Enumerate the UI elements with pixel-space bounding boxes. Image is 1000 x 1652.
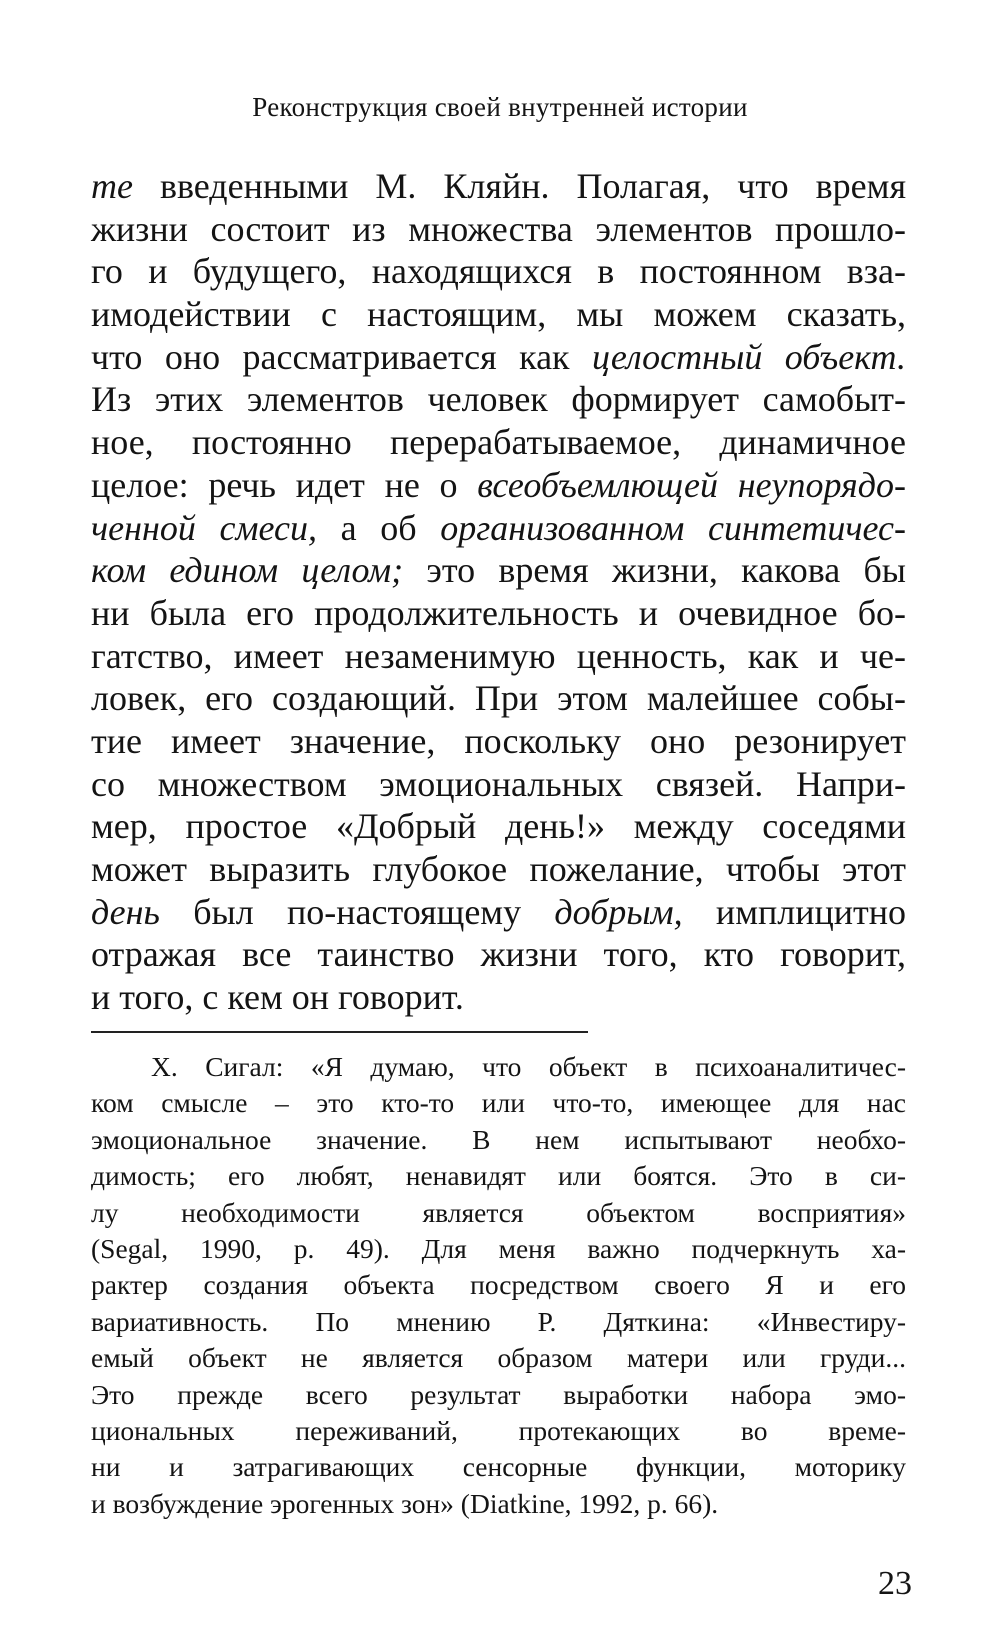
italic-run: всеобъемлющей неупорядо-	[477, 464, 906, 505]
footnote-text	[91, 1049, 906, 1522]
footnote-line: Х. Сигал: «Я думаю, что объект в психоаналитичес-	[151, 1051, 906, 1082]
text-run: со множеством эмоциональных связей. Напри-	[91, 763, 906, 804]
running-header: Реконструкция своей внутренней истории	[252, 92, 748, 122]
body-line	[91, 848, 906, 891]
body-line	[91, 507, 906, 550]
text-run: тие имеет значение, поскольку оно резонирует	[91, 720, 906, 761]
footnote-divider	[91, 1031, 588, 1033]
body-line	[91, 250, 906, 293]
main-body-text	[91, 165, 906, 1019]
body-line	[91, 720, 906, 763]
text-run: введенными М. Кляйн. Полагая, что время	[132, 166, 906, 206]
body-line	[91, 592, 906, 635]
text-run: может выразить глубокое пожелание, чтобы этот	[91, 849, 906, 889]
text-run: а об	[316, 507, 441, 548]
text-run: имодействии с настоящим, мы можем сказать,	[91, 294, 906, 335]
body-line	[91, 549, 906, 592]
italic-run: целостный объект.	[592, 336, 906, 377]
text-run: и того, с кем он говорит.	[91, 977, 464, 1018]
text-run: имплицитно	[682, 891, 907, 932]
text-run: мер, простое «Добрый день!» между соседями	[91, 806, 906, 847]
footnote-line: циональных переживаний, протекающих во време-	[91, 1414, 906, 1446]
text-run: жизни состоит из множества элементов прошло-	[91, 208, 906, 249]
text-run: ловек, его создающий. При этом малейшее собы-	[91, 678, 906, 719]
text-run: отражая все таинство жизни того, кто говорит,	[91, 934, 906, 975]
footnote-line: вариативность. По мнению Р. Дяткина: «Инвестиру-	[91, 1305, 906, 1337]
footnote-line: эмоциональное значение. В нем испытывают необхо-	[91, 1123, 906, 1155]
footnote-line: (Segal, 1990, p. 49). Для меня важно подчеркнуть ха-	[91, 1232, 906, 1264]
italic-run: организованном синтетичес-	[440, 507, 906, 548]
body-line	[91, 805, 906, 848]
footnote-line: и возбуждение эрогенных зон» (Diatkine, 1992, p. 66).	[91, 1487, 719, 1519]
footnote-line: лу необходимости является объектом восприятия»	[91, 1196, 906, 1228]
italic-run: ченной смеси,	[91, 507, 317, 548]
body-line	[91, 933, 906, 976]
text-run: го и будущего, находящихся в постоянном вза-	[91, 251, 906, 292]
text-run: был по-настоящему	[159, 891, 555, 932]
footnote-line: ком смысле – это кто-то или что-то, имеющее для нас	[91, 1087, 906, 1119]
text-run: это время жизни, какова бы	[403, 550, 906, 591]
body-line	[91, 464, 906, 507]
italic-run: добрым,	[554, 891, 683, 932]
text-run: целое: речь идет не о	[91, 464, 478, 505]
body-line	[91, 421, 906, 464]
footnote-line: рактер создания объекта посредством своего Я и его	[91, 1269, 906, 1301]
text-run: ное, постоянно перерабатываемое, динамичное	[91, 422, 906, 463]
text-run: что оно рассматривается как	[91, 336, 592, 377]
footnote-line: димость; его любят, ненавидят или боятся. Это в си-	[91, 1160, 906, 1192]
footnote-line: Это прежде всего результат выработки набора эмо-	[91, 1378, 906, 1410]
body-line	[91, 891, 906, 934]
body-line	[91, 976, 906, 1019]
body-line	[91, 336, 906, 379]
text-run: гатство, имеет незаменимую ценность, как и че-	[91, 635, 906, 676]
italic-run: те	[91, 166, 133, 206]
italic-run: ком едином целом;	[91, 550, 404, 591]
body-line	[91, 763, 906, 806]
body-line	[91, 208, 906, 251]
body-line	[91, 635, 906, 678]
body-line	[91, 677, 906, 720]
text-run: ни была его продолжительность и очевидное бо-	[91, 592, 906, 633]
footnote-line: емый объект не является образом матери или груди...	[91, 1342, 906, 1374]
footnote-line: ни и затрагивающих сенсорные функции, моторику	[91, 1451, 906, 1483]
body-line	[91, 378, 906, 421]
body-line	[91, 293, 906, 336]
page-number: 23	[878, 1565, 912, 1602]
italic-run: день	[91, 891, 160, 932]
text-run: Из этих элементов человек формирует самобыт-	[91, 379, 906, 420]
body-line	[91, 165, 906, 208]
